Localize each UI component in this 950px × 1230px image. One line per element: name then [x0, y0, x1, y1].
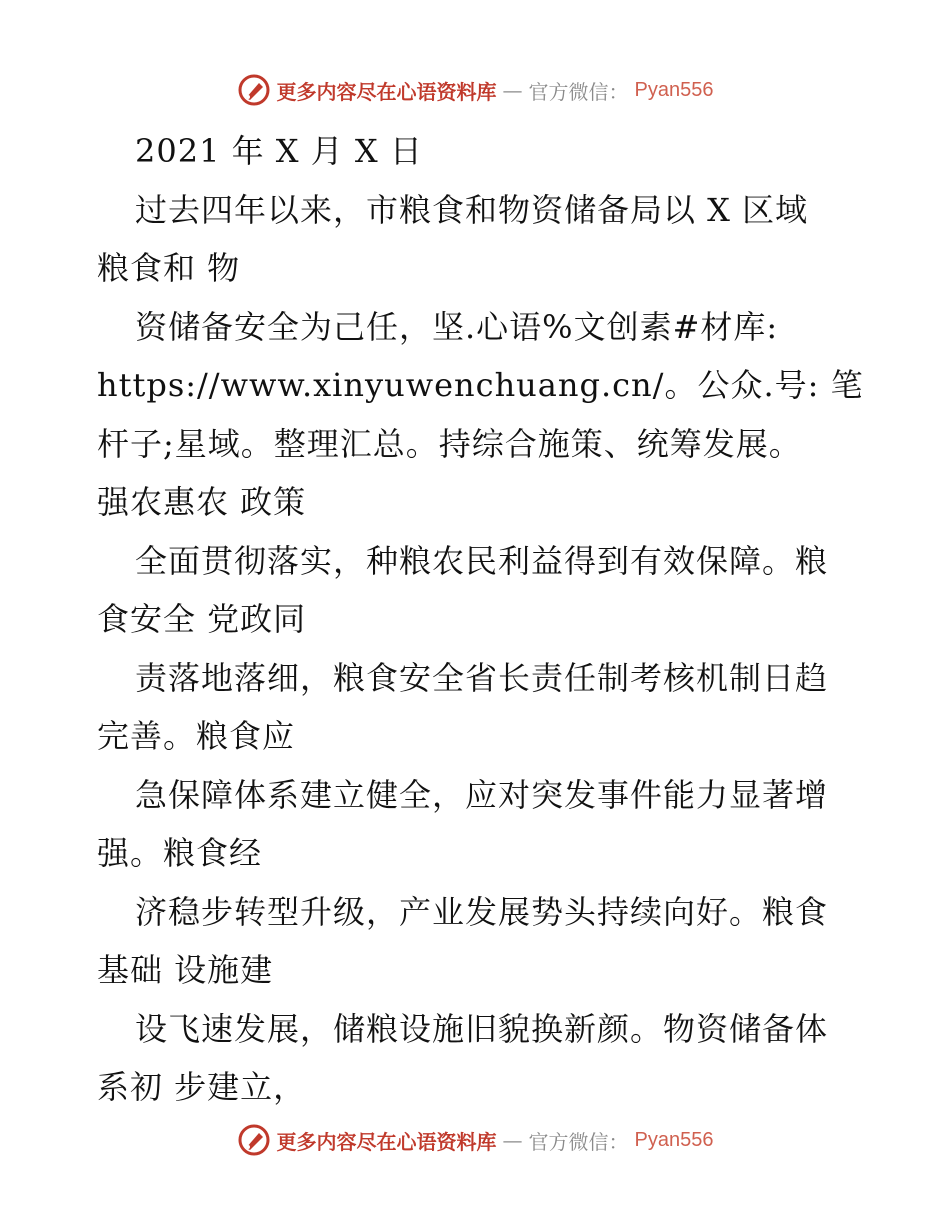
document-line: 系初 步建立，: [97, 1068, 307, 1106]
watermark-contact-label: 官方微信：: [528, 79, 629, 104]
document-line: 基础 设施建: [97, 951, 274, 989]
document-line: 强农惠农 政策: [97, 483, 307, 521]
watermark-contact-id: Pyan556: [634, 78, 714, 101]
header-watermark: [0, 70, 950, 110]
document-line: 急保障体系建立健全，应对突发事件能力显著增: [135, 775, 829, 814]
watermark-separator: —: [502, 78, 523, 102]
document-line: 完善。粮食应: [97, 717, 296, 755]
document-line: 粮食和 物: [97, 249, 241, 287]
footer-watermark: [0, 1120, 950, 1160]
watermark-contact-id: Pyan556: [634, 1128, 714, 1151]
document-line: 资储备安全为己任，坚.心语%文创素#材库:: [135, 307, 779, 346]
document-line: 过去四年以来，市粮食和物资储备局以 X 区域: [135, 190, 809, 229]
document-line: 食安全 党政同: [97, 600, 307, 638]
document-date: 2021 年 X 月 X 日: [135, 132, 423, 170]
watermark-brand-text: 更多内容尽在心语资料库: [276, 79, 497, 104]
document-line: 责落地落细，粮食安全省长责任制考核机制日趋: [135, 658, 829, 697]
document-line: 强。粮食经: [97, 834, 263, 872]
document-line: 全面贯彻落实，种粮农民利益得到有效保障。粮: [135, 541, 829, 580]
watermark-brand-text: 更多内容尽在心语资料库: [276, 1129, 497, 1154]
pen-nib-logo-icon: [237, 1123, 271, 1157]
document-line: 杆子;星域。整理汇总。持综合施策、统筹发展。: [97, 424, 802, 463]
document-url-line: https://www.xinyuwenchuang.cn/。公众.号: 笔: [97, 366, 864, 404]
watermark-separator: —: [502, 1128, 523, 1152]
document-line: 济稳步转型升级，产业发展势头持续向好。粮食: [135, 892, 829, 931]
watermark-contact-label: 官方微信：: [528, 1129, 629, 1154]
document-body: [97, 122, 864, 1117]
document-line: 设飞速发展，储粮设施旧貌换新颜。物资储备体: [135, 1009, 829, 1048]
pen-nib-logo-icon: [237, 73, 271, 107]
